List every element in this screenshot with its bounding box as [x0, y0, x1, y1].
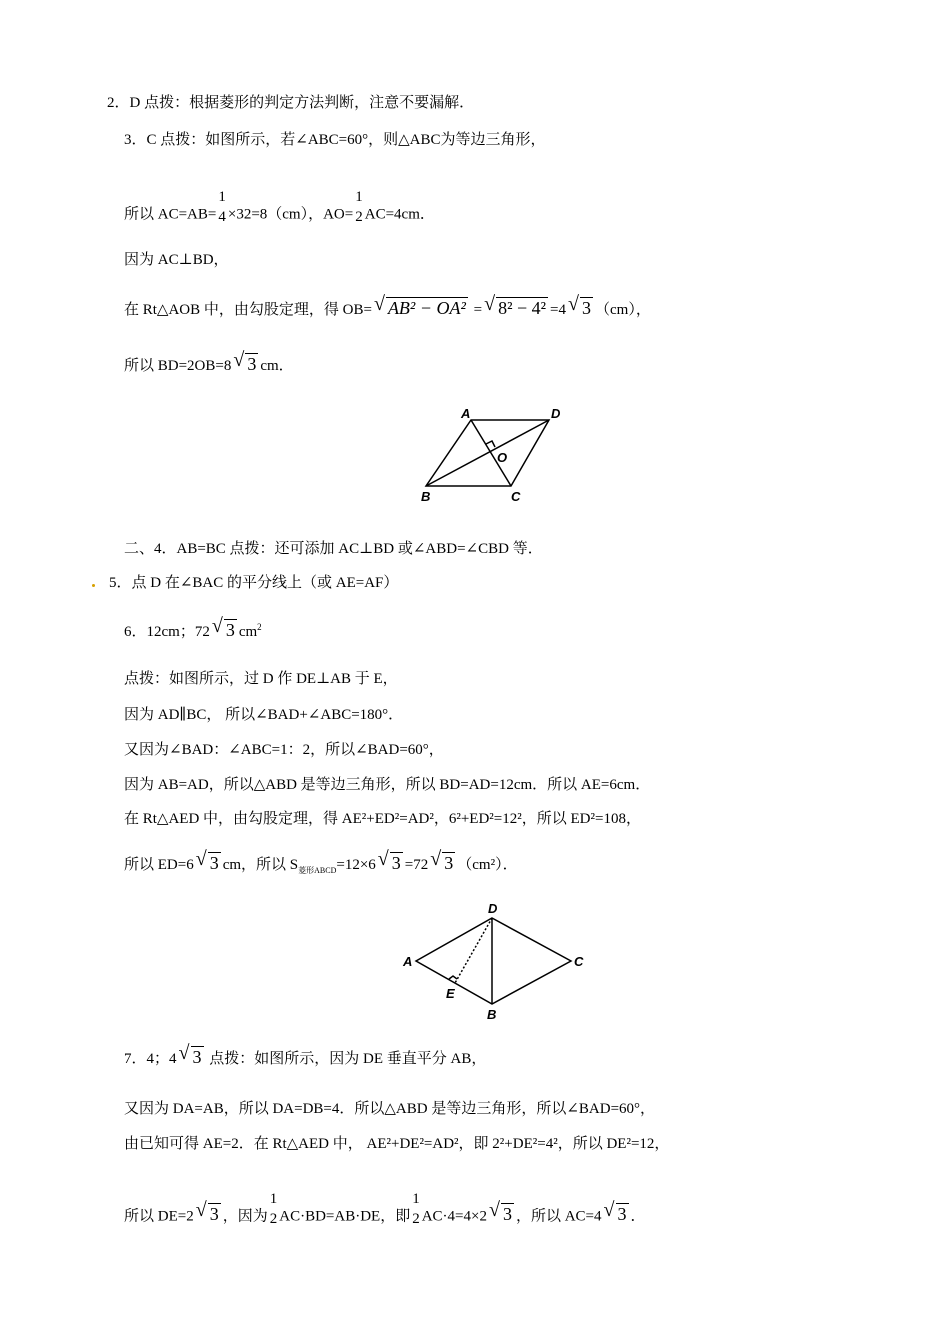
sqrt-3	[196, 853, 221, 875]
text: 2．D 点拨：根据菱形的判定方法判断，注意不要漏解．	[107, 95, 475, 111]
sqrt-3	[489, 1204, 514, 1226]
rhombus-outline-2	[416, 918, 571, 1004]
denominator: 2	[412, 1211, 420, 1227]
label-c: C	[511, 489, 521, 504]
text: ，因为	[222, 1208, 268, 1225]
radicand: 8² − 4²	[498, 298, 547, 318]
line-pythagoras-ed	[124, 809, 641, 829]
sqrt-8-4	[484, 298, 548, 320]
radicand: 3	[582, 298, 592, 318]
fraction-one-quarter	[218, 187, 226, 227]
text: 因为 AC⊥BD，	[124, 252, 229, 268]
sqrt-3	[212, 620, 237, 642]
numerator: 1	[355, 189, 363, 205]
text: 3．C 点拨：如图所示，若∠ABC=60°，则△ABC为等边三角形，	[124, 132, 546, 148]
text: =72	[404, 857, 429, 873]
label-b: B	[487, 1007, 497, 1022]
text: 所以 ED=6	[124, 857, 194, 873]
label-e: E	[446, 986, 455, 1001]
fraction-one-half	[412, 1189, 420, 1229]
text: 因为 AD∥BC， 所以∠BAD+∠ABC=180°．	[124, 707, 404, 723]
sqrt-3	[196, 1204, 221, 1226]
right-angle-mark-e	[449, 976, 457, 979]
text: 所以 AC=AB=	[124, 206, 217, 223]
subscript: 菱形ABCD	[298, 866, 337, 875]
label-b: B	[421, 489, 431, 504]
sqrt-3	[430, 853, 455, 875]
line-ae	[124, 1134, 669, 1154]
right-angle-mark	[486, 441, 495, 447]
label-a: A	[461, 406, 471, 421]
text: 因为 AB=AD，所以△ABD 是等边三角形，所以 BD=AD=12cm．所以 AE=6cm．	[124, 777, 651, 793]
line-q6	[124, 620, 262, 642]
sqrt-ab-oa	[374, 298, 468, 320]
line-ac-result	[124, 1191, 646, 1237]
radicand: 3	[192, 1047, 202, 1067]
fraction-one-half	[355, 187, 363, 227]
line-q7	[124, 1047, 486, 1069]
radicand: 3	[617, 1204, 627, 1225]
text: 又因为 DA=AB，所以 DA=DB=4．所以△ABD 是等边三角形，所以∠BAD=60°，	[124, 1101, 656, 1117]
segment-de	[455, 918, 492, 983]
text: 由已知可得 AE=2．在 Rt△AED 中， AE²+DE²=AD²，即 2²+DE²=4²，所以 DE²=12，	[124, 1136, 670, 1152]
label-d: D	[551, 406, 561, 421]
line-da-ab	[124, 1099, 655, 1119]
denominator: 4	[218, 209, 226, 225]
margin-mark	[92, 584, 95, 587]
line-parallel	[124, 705, 403, 725]
denominator: 2	[355, 209, 363, 225]
text: 7．4；4	[124, 1051, 177, 1067]
rhombus-outline	[426, 420, 549, 486]
sqrt-3	[378, 853, 403, 875]
line-area	[124, 853, 518, 875]
text: cm．	[260, 358, 294, 374]
line-ratio	[124, 740, 444, 760]
radicand: AB² − OA²	[387, 298, 466, 318]
sqrt-3	[179, 1047, 204, 1069]
text: ．	[630, 1208, 646, 1225]
line-bd	[124, 354, 294, 376]
line-pythagoras-ob	[124, 298, 651, 320]
text: ，所以 AC=4	[515, 1208, 602, 1225]
sqrt-3	[233, 354, 258, 376]
line-q4	[124, 539, 543, 559]
label-c: C	[574, 954, 584, 969]
label-d: D	[488, 901, 498, 916]
text: cm，所以 S	[222, 857, 299, 873]
numerator: 1	[412, 1191, 420, 1207]
numerator: 1	[269, 1191, 278, 1207]
radicand: 3	[209, 1204, 219, 1225]
diagonal-bd	[426, 420, 549, 486]
text: 6．12cm；72	[124, 624, 210, 640]
text: 点拨：如图所示，过 D 作 DE⊥AB 于 E，	[124, 671, 398, 687]
denominator: 2	[269, 1211, 278, 1227]
text: AC·BD=AB·DE，即	[279, 1208, 411, 1225]
text: 在 Rt△AOB 中，由勾股定理，得 OB=	[124, 302, 372, 318]
line-hint6	[124, 669, 398, 689]
text: 所以 BD=2OB=8	[124, 358, 232, 374]
text: （cm），	[595, 302, 651, 318]
superscript: 2	[257, 622, 262, 632]
line-q2	[107, 93, 474, 113]
text: AC=4cm．	[364, 206, 435, 223]
equals: =	[473, 302, 483, 318]
text: =4	[550, 302, 567, 318]
text: 在 Rt△AED 中，由勾股定理，得 AE²+ED²=AD²，6²+ED²=12²，所以 ED²=108，	[124, 811, 641, 827]
radicand: 3	[502, 1204, 512, 1225]
text: 所以 DE=2	[124, 1208, 194, 1225]
text: cm	[238, 624, 258, 640]
radicand: 3	[444, 853, 454, 873]
sqrt-3	[568, 298, 593, 320]
text: AC·4=4×2	[421, 1208, 487, 1225]
line-equilateral	[124, 775, 650, 795]
radicand: 3	[209, 853, 219, 873]
text: 又因为∠BAD：∠ABC=1：2，所以∠BAD=60°，	[124, 742, 444, 758]
line-q3	[124, 130, 546, 150]
line-ac-ab	[124, 189, 435, 235]
text: 5．点 D 在∠BAC 的平分线上（或 AE=AF）	[109, 575, 399, 591]
radicand: 3	[225, 620, 235, 640]
numerator: 1	[218, 189, 226, 205]
text: （cm²）．	[457, 857, 518, 873]
line-q5	[92, 573, 398, 593]
label-a: A	[403, 954, 413, 969]
text: ×32=8（cm），AO=	[227, 206, 354, 223]
label-o: O	[497, 450, 508, 465]
sqrt-3	[604, 1204, 629, 1226]
diagonal-ac	[471, 420, 511, 486]
text: =12×6	[336, 857, 376, 873]
line-ac-perp-bd	[124, 250, 229, 270]
text: 点拨：如图所示，因为 DE 垂直平分 AB，	[205, 1051, 487, 1067]
text: 二、4．AB=BC 点拨：还可添加 AC⊥BD 或∠ABD=∠CBD 等．	[124, 541, 543, 557]
fraction-one-half	[270, 1189, 278, 1229]
radicand: 3	[391, 853, 401, 873]
radicand: 3	[247, 354, 257, 374]
